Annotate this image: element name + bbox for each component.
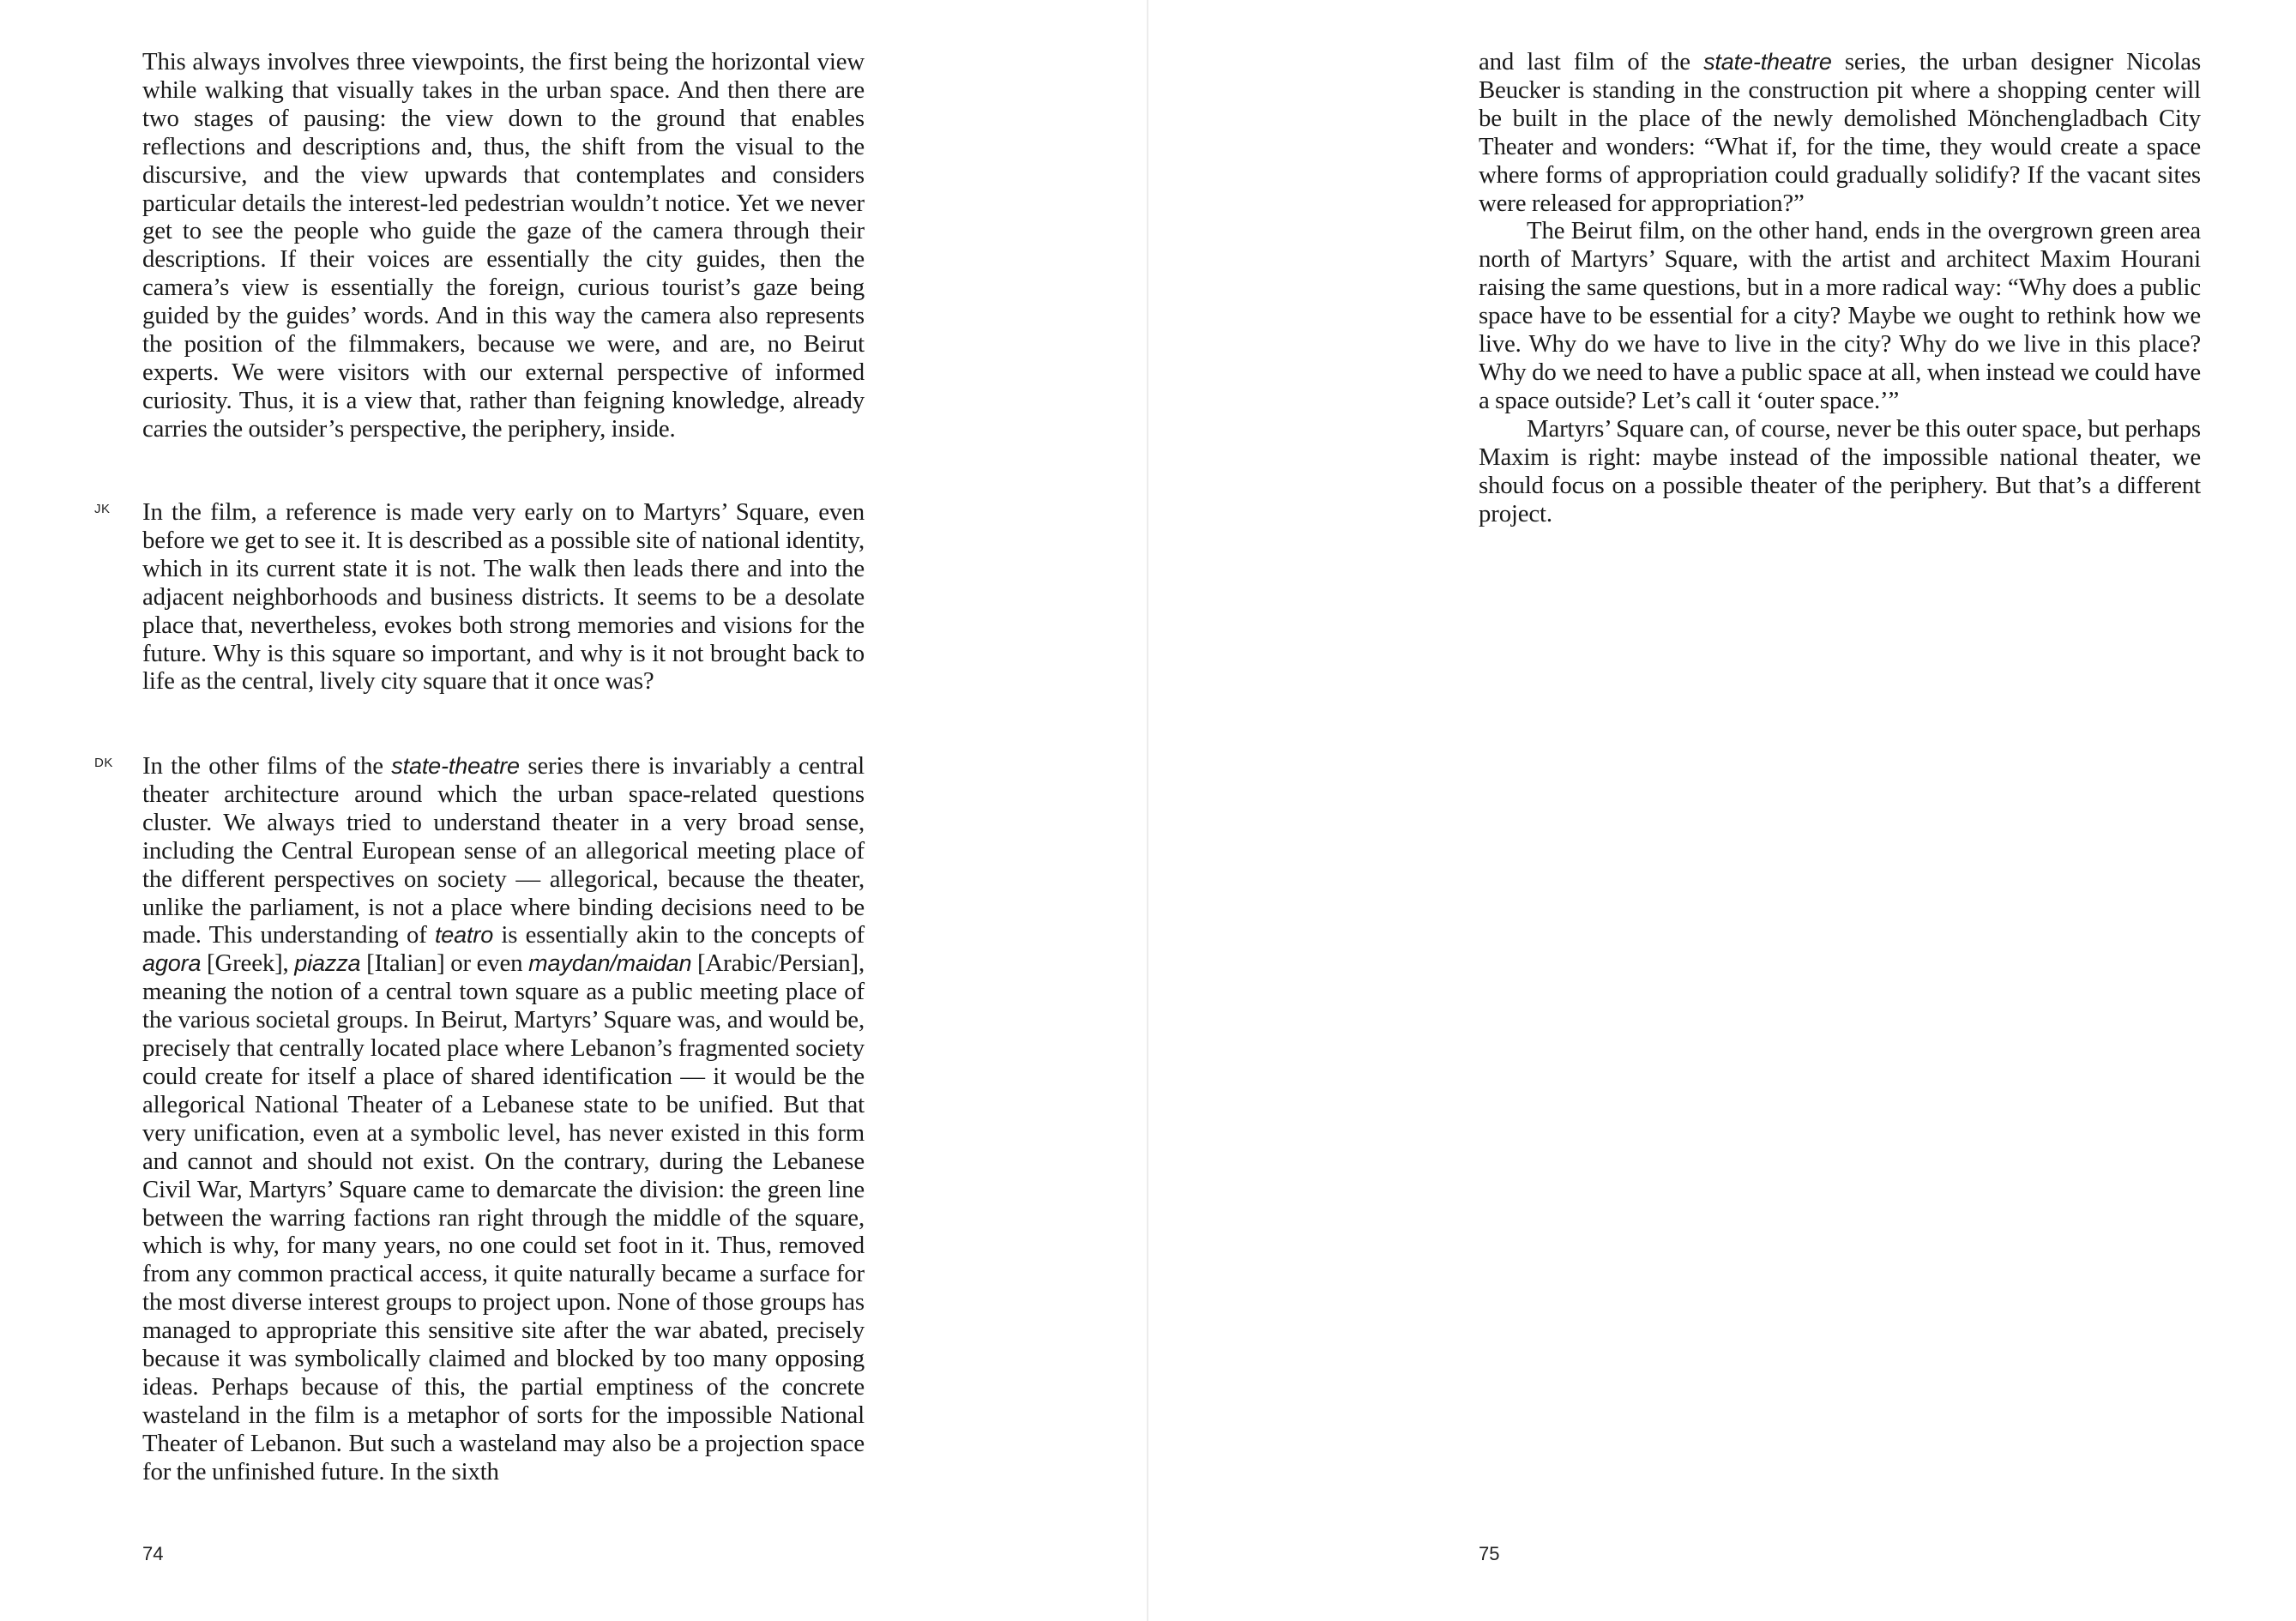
text-run: is essentially akin to the concepts of bbox=[493, 921, 865, 949]
text-run: [Greek], bbox=[201, 949, 295, 978]
right-text-block bbox=[1479, 48, 2201, 527]
italic-term-agora: agora bbox=[142, 950, 202, 977]
left-page bbox=[0, 0, 1147, 1621]
right-paragraph-3-text: Martyrs’ Square can, of course, never be this outer space, but perhaps Maxim is right: maybe instead of the impossible national theater, we should focus on a possible theater of the periphery. But that’s a different project. bbox=[1479, 414, 2201, 527]
right-paragraph-2-text: The Beirut film, on the other hand, ends in the overgrown green area north of Martyrs’ Square, with the artist and architect Maxim Hourani raising the same questions, but in a more radical way: “Why does a public space have to be essential for a city? Maybe we ought to rethink how we live. Why do we have to live in the city? Why do we live in this place? Why do we need to have a public space at all, when instead we could have a space outside? Let’s call it ‘outer space.’” bbox=[1479, 217, 2201, 414]
italic-term-teatro: teatro bbox=[434, 922, 494, 949]
text-run: In the other films of the bbox=[142, 752, 392, 780]
italic-term-piazza: piazza bbox=[294, 950, 361, 977]
italic-title-state-theatre: state-theatre bbox=[1703, 49, 1832, 75]
speaker-jk-label: JK bbox=[94, 502, 111, 516]
italic-title-state-theatre: state-theatre bbox=[391, 753, 520, 779]
left-paragraph-1-text: This always involves three viewpoints, the first being the horizontal view while walking that visually takes in the urban space. And then there are two stages of pausing: the view down to the ground that enables reflections and descriptions and, thus, the shift from the visual to the discursive, and the view upwards that contemplates and considers particular details the interest-led pedestrian wouldn’t notice. Yet we never get to see the people who guide the gaze of the camera through their descriptions. If their voices are essentially the city guides, then the camera’s view is essentially the foreign, curious tourist’s gaze being guided by the guides’ words. And in this way the camera also represents the position of the filmmakers, because we were, and are, no Beirut experts. We were visitors with our external perspective of informed curiosity. Thus, it is a view that, rather than feigning knowledge, already carries the outsider’s perspective, the periphery, inside. bbox=[142, 48, 865, 443]
text-run: [Arabic/Persian], meaning the notion of a central town square as a public meeting place of the various societal groups. In Beirut, Martyrs’ Square was, and would be, precisely that centrally located place where Lebanon’s fragmented society could create for itself a place of shared identification — it would be the allegorical National Theater of a Lebanese state to be unified. But that very unification, even at a symbolic level, has never existed in this form and cannot and should not exist. On the contrary, during the Lebanese Civil War, Martyrs’ Square came to demarcate the division: the green line between the warring factions ran right through the middle of the square, which is why, for many years, no one could set foot in it. Thus, removed from any common practical access, it quite naturally became a surface for the most diverse interest groups to project upon. None of those groups has managed to appropriate this sensitive site after the war abated, precisely because it was symbolically claimed and blocked by too many opposing ideas. Perhaps because of this, the partial emptiness of the concrete wasteland in the film is a metaphor of sorts for the impossible National Theater of Lebanon. But such a wasteland may also be a projection space for the unfinished future. In the sixth bbox=[142, 949, 865, 1485]
speaker-dk-label: DK bbox=[94, 756, 113, 770]
page-number-left: 74 bbox=[142, 1543, 164, 1564]
italic-term-maydan: maydan/maidan bbox=[528, 950, 692, 977]
text-run: series there is invariably a central theater architecture around which the urban space-related questions cluster. We always tried to understand theater in a very broad sense, including the Central European sense of an allegorical meeting place of the different perspectives on society — allegorical, because the theater, unlike the parliament, is not a place where binding decisions need to be made. This understanding of bbox=[142, 752, 865, 949]
left-paragraph-3 bbox=[142, 752, 865, 1486]
left-paragraph-2 bbox=[142, 498, 865, 696]
left-paragraph-3-text bbox=[142, 752, 865, 1486]
page-number-right: 75 bbox=[1479, 1543, 1500, 1564]
left-paragraph-2-text: In the film, a reference is made very early on to Martyrs’ Square, even before we get to see it. It is described as a possible site of national identity, which in its current state it is not. The walk then leads there and into the adjacent neighborhoods and business districts. It seems to be a desolate place that, nevertheless, evokes both strong memories and visions for the future. Why is this square so important, and why is it not brought back to life as the central, lively city square that it once was? bbox=[142, 498, 865, 696]
left-paragraph-1 bbox=[142, 48, 865, 443]
text-run: and last film of the bbox=[1479, 48, 1704, 75]
text-run: [Italian] or even bbox=[360, 949, 529, 978]
right-paragraph-1-text bbox=[1479, 48, 2201, 217]
right-page bbox=[1148, 0, 2296, 1621]
text-run: series, the urban designer Nicolas Beucker is standing in the construction pit where a shopping center will be built in the place of the newly demolished Mönchengladbach City Theater and wonders: “What if, for the time, they would create a space where forms of appropriation could gradually solidify? If the vacant sites were released for appropriation?” bbox=[1479, 48, 2201, 217]
